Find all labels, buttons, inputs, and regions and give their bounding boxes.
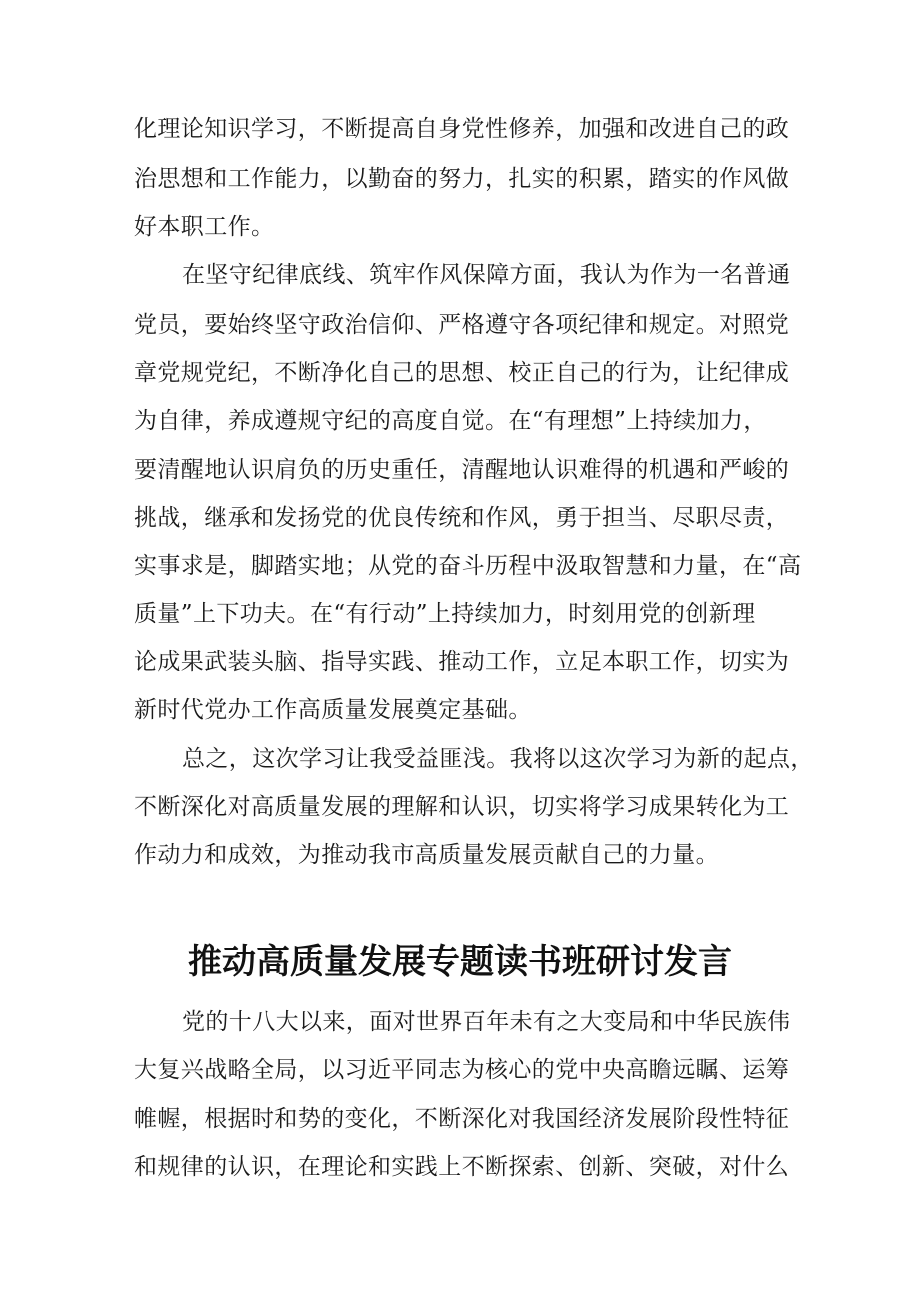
paragraph-line: 治思想和工作能力，以勤奋的努力，扎实的积累，踏实的作风做 — [134, 166, 790, 192]
paragraph-line: 论成果武装头脑、指导实践、推动工作，立足本职工作，切实为 — [134, 649, 790, 675]
paragraph-line: 大复兴战略全局，以习近平同志为核心的党中央高瞻远瞩、运筹 — [134, 1057, 790, 1083]
paragraph-line: 作动力和成效，为推动我市高质量发展贡献自己的力量。 — [134, 842, 719, 868]
paragraph-line: 质量”上下功夫。在“有行动”上持续加力，时刻用党的创新理 — [134, 601, 756, 627]
paragraph-line: 总之，这次学习让我受益匪浅。我将以这次学习为新的起点， — [182, 746, 814, 772]
section-heading: 推动高质量发展专题读书班研讨发言 — [188, 942, 732, 982]
paragraph-line: 要清醒地认识肩负的历史重任，清醒地认识难得的机遇和严峻的 — [134, 457, 790, 483]
paragraph-line: 新时代党办工作高质量发展奠定基础。 — [134, 697, 532, 723]
paragraph-line: 不断深化对高质量发展的理解和认识，切实将学习成果转化为工 — [134, 794, 790, 820]
paragraph-line: 化理论知识学习，不断提高自身党性修养，加强和改进自己的政 — [134, 116, 790, 142]
paragraph-line: 好本职工作。 — [134, 214, 275, 240]
paragraph-line: 为自律，养成遵规守纪的高度自觉。在“有理想”上持续加力， — [134, 408, 767, 434]
paragraph-line: 党员，要始终坚守政治信仰、严格遵守各项纪律和规定。对照党 — [134, 312, 790, 338]
paragraph-line: 和规律的认识，在理论和实践上不断探索、创新、突破，对什么 — [134, 1154, 790, 1180]
paragraph-line: 党的十八大以来，面对世界百年未有之大变局和中华民族伟 — [182, 1009, 791, 1035]
paragraph-line: 挑战，继承和发扬党的优良传统和作风，勇于担当、尽职尽责， — [134, 505, 790, 531]
paragraph-line: 实事求是，脚踏实地；从党的奋斗历程中汲取智慧和力量，在“高 — [134, 553, 802, 579]
paragraph-line: 帷幄，根据时和势的变化，不断深化对我国经济发展阶段性特征 — [134, 1106, 790, 1132]
paragraph-line: 章党规党纪，不断净化自己的思想、校正自己的行为，让纪律成 — [134, 360, 790, 386]
paragraph-line: 在坚守纪律底线、筑牢作风保障方面，我认为作为一名普通 — [182, 262, 791, 288]
